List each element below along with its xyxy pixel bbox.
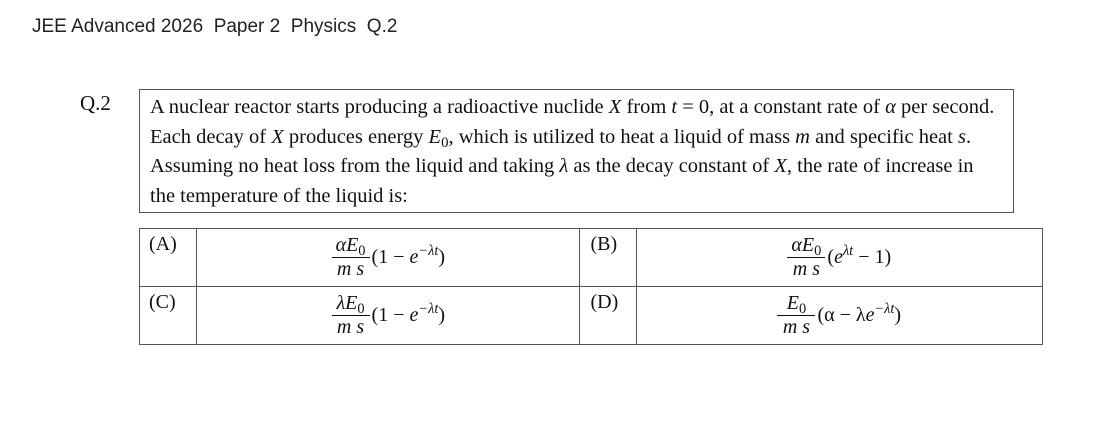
- option-c-label[interactable]: (C): [140, 287, 197, 345]
- options-row: [140, 229, 1043, 287]
- fraction: $\frac{\alpha E_0}{\text{m s}}$: [332, 234, 370, 280]
- options-table: [139, 228, 1043, 345]
- option-c-formula: $\frac{\lambda E_0}{\text{m s}}$ $(1 - e^{-\lambda t})$: [197, 287, 579, 343]
- fraction: $\frac{E_0}{\text{m s}}$: [777, 292, 815, 338]
- fraction: $\frac{\lambda E_0}{\text{m s}}$: [332, 292, 370, 338]
- option-b-label[interactable]: (B): [580, 229, 636, 287]
- option-a-formula: $\frac{\alpha E_0}{\text{m s}}$ $(1 - e^{-\lambda t})$: [197, 229, 579, 285]
- option-a-expression[interactable]: [197, 229, 580, 287]
- option-a-label[interactable]: (A): [140, 229, 197, 287]
- option-d-formula: $\frac{E_0}{\text{m s}}$ $(\alpha - \lambda e^{-\lambda t})$: [637, 287, 1042, 343]
- question-text: A nuclear reactor starts producing a radioactive nuclide X from t = 0, at a constant rate of α per second. Each decay of X produces energy $E_0$, which is utilized to heat a liquid of mass m and specific heat s. Assuming no heat loss from the liquid and taking λ as the decay constant of X, the rate of increase in the temperature of the liquid is:: [150, 96, 995, 207]
- options-row: [140, 287, 1043, 345]
- option-d-label[interactable]: (D): [580, 287, 636, 345]
- fraction: $\frac{\alpha E_0}{\text{m s}}$: [787, 234, 825, 280]
- option-b-expression[interactable]: [636, 229, 1042, 287]
- option-c-expression[interactable]: [197, 287, 580, 345]
- question-number: Q.2: [80, 91, 111, 115]
- option-d-expression[interactable]: [636, 287, 1042, 345]
- option-b-formula: $\frac{\alpha E_0}{\text{m s}}$ $(e^{\lambda t} - 1)$: [637, 229, 1042, 285]
- page-header-title: JEE Advanced 2026 Paper 2 Physics Q.2: [32, 16, 398, 37]
- question-text-box: [139, 89, 1014, 213]
